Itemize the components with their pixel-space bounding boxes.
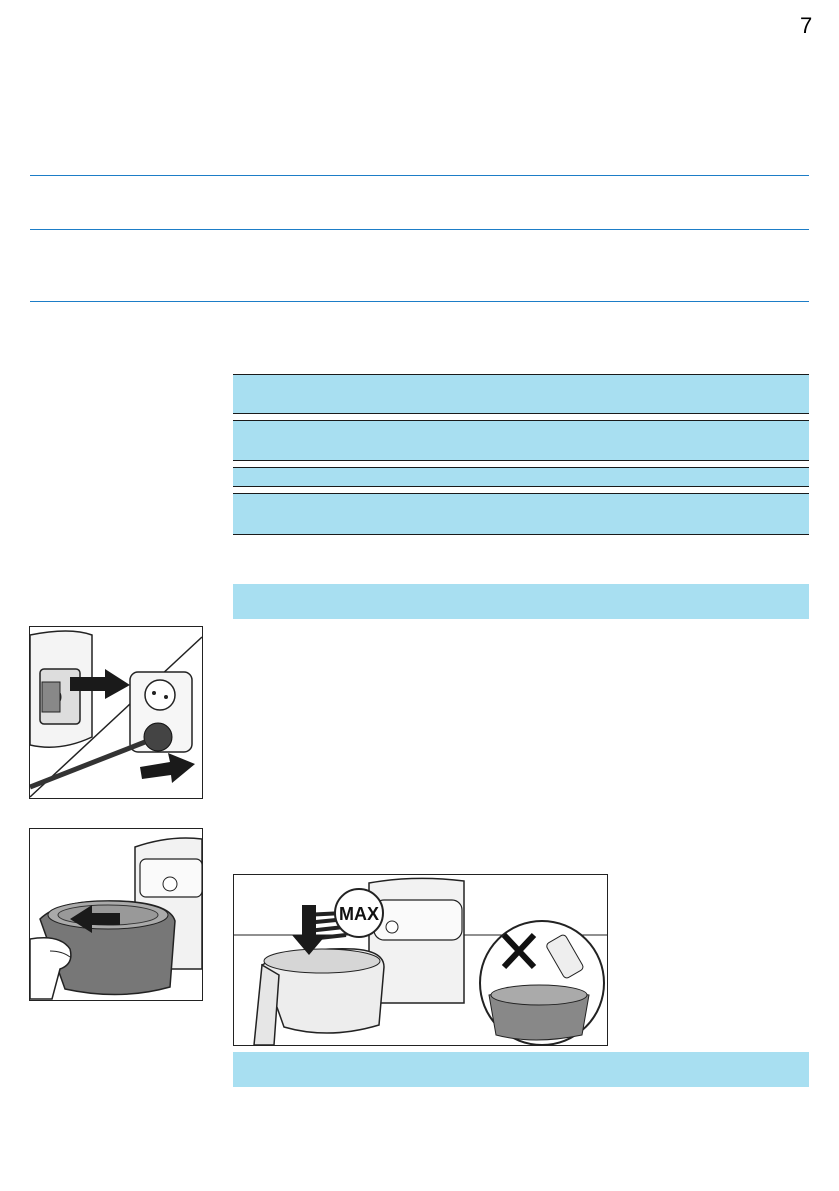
table-band-4 — [233, 494, 809, 534]
table-rule — [233, 413, 809, 414]
section-rule-2 — [30, 229, 809, 230]
section-header-band — [233, 584, 809, 619]
section-header-band-bottom — [233, 1052, 809, 1087]
table-rule — [233, 460, 809, 461]
max-fill-warning-illustration — [234, 875, 607, 1045]
remove-basket-illustration-frame — [29, 828, 203, 1001]
table-bottom-rule — [233, 534, 809, 535]
table-rule — [233, 486, 809, 487]
table-band-1 — [233, 375, 809, 413]
unplug-illustration-frame — [29, 626, 203, 799]
page-number: 7 — [800, 13, 813, 38]
max-label: MAX — [339, 904, 379, 924]
max-fill-warning-illustration-frame — [233, 874, 608, 1046]
unplug-illustration — [30, 627, 202, 798]
section-rule-1 — [30, 175, 809, 176]
table-band-3 — [233, 468, 809, 486]
table-band-2 — [233, 421, 809, 460]
section-rule-3 — [30, 301, 809, 302]
remove-basket-illustration — [30, 829, 202, 1000]
